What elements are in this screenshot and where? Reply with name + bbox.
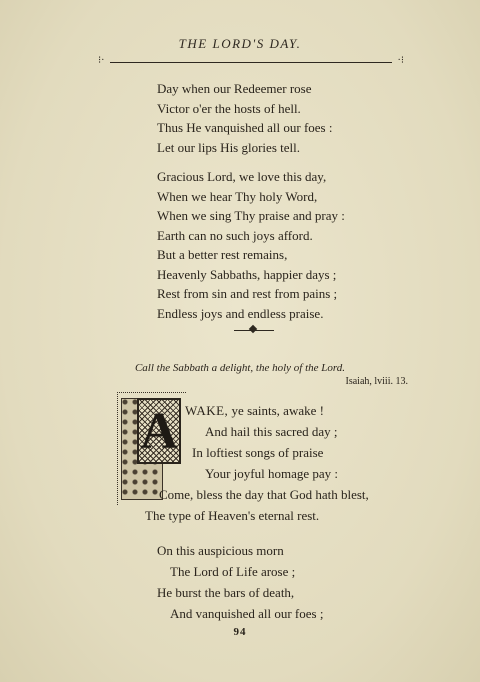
hymn-line: On this auspicious morn xyxy=(157,543,284,558)
running-head: THE LORD'S DAY. xyxy=(178,36,302,51)
stanza-1 xyxy=(157,79,332,157)
verse-line: Let our lips His glories tell. xyxy=(157,139,300,155)
stanza-2 xyxy=(157,167,345,323)
hymn-line: In loftiest songs of praise xyxy=(192,445,324,460)
page-number: 94 xyxy=(233,626,247,638)
epigraph: Call the Sabbath a delight, the holy of the Lord. xyxy=(134,362,346,374)
hymn-line: The Lord of Life arose ; xyxy=(170,564,296,579)
hymn-first-word: WAKE, xyxy=(185,403,229,418)
scripture-reference: Isaiah, lviii. 13. xyxy=(345,376,408,387)
ornament-left-icon: ⁝· xyxy=(98,55,105,66)
verse-line: Heavenly Sabbaths, happier days ; xyxy=(157,266,337,282)
hymn-line: The type of Heaven's eternal rest. xyxy=(145,508,320,523)
initial-box xyxy=(137,398,181,464)
verse-line: But a better rest remains, xyxy=(157,247,288,262)
verse-line: Thus He vanquished all our foes : xyxy=(157,120,333,135)
ornament-right-icon: ·⁝ xyxy=(397,55,404,66)
hymn-line: And hail this sacred day ; xyxy=(205,424,338,439)
verse-line: Day when our Redeemer rose xyxy=(157,81,312,96)
verse-line: Earth can no such joys afford. xyxy=(157,227,313,243)
head-rule xyxy=(98,57,404,67)
hymn-line: And vanquished all our foes ; xyxy=(170,606,324,621)
hymn-line: He burst the bars of death, xyxy=(157,585,295,600)
verse-line: When we hear Thy holy Word, xyxy=(157,188,318,204)
diamond-icon xyxy=(249,325,257,333)
rule-line xyxy=(110,62,392,63)
hymn-line: Come, bless the day that God hath blest, xyxy=(159,487,369,502)
verse-line: Victor o'er the hosts of hell. xyxy=(157,100,301,116)
hymn-line-first xyxy=(185,400,324,421)
verse-line: When we sing Thy praise and pray : xyxy=(157,208,345,223)
drop-cap-letter: A xyxy=(140,403,178,460)
verse-line: Endless joys and endless praise. xyxy=(157,305,324,321)
hymn-first-rest: ye saints, awake ! xyxy=(228,403,324,418)
verse-line: Gracious Lord, we love this day, xyxy=(157,169,327,184)
verse-line: Rest from sin and rest from pains ; xyxy=(157,286,338,301)
section-divider xyxy=(234,326,274,336)
hymn-line: Your joyful homage pay : xyxy=(205,466,339,481)
